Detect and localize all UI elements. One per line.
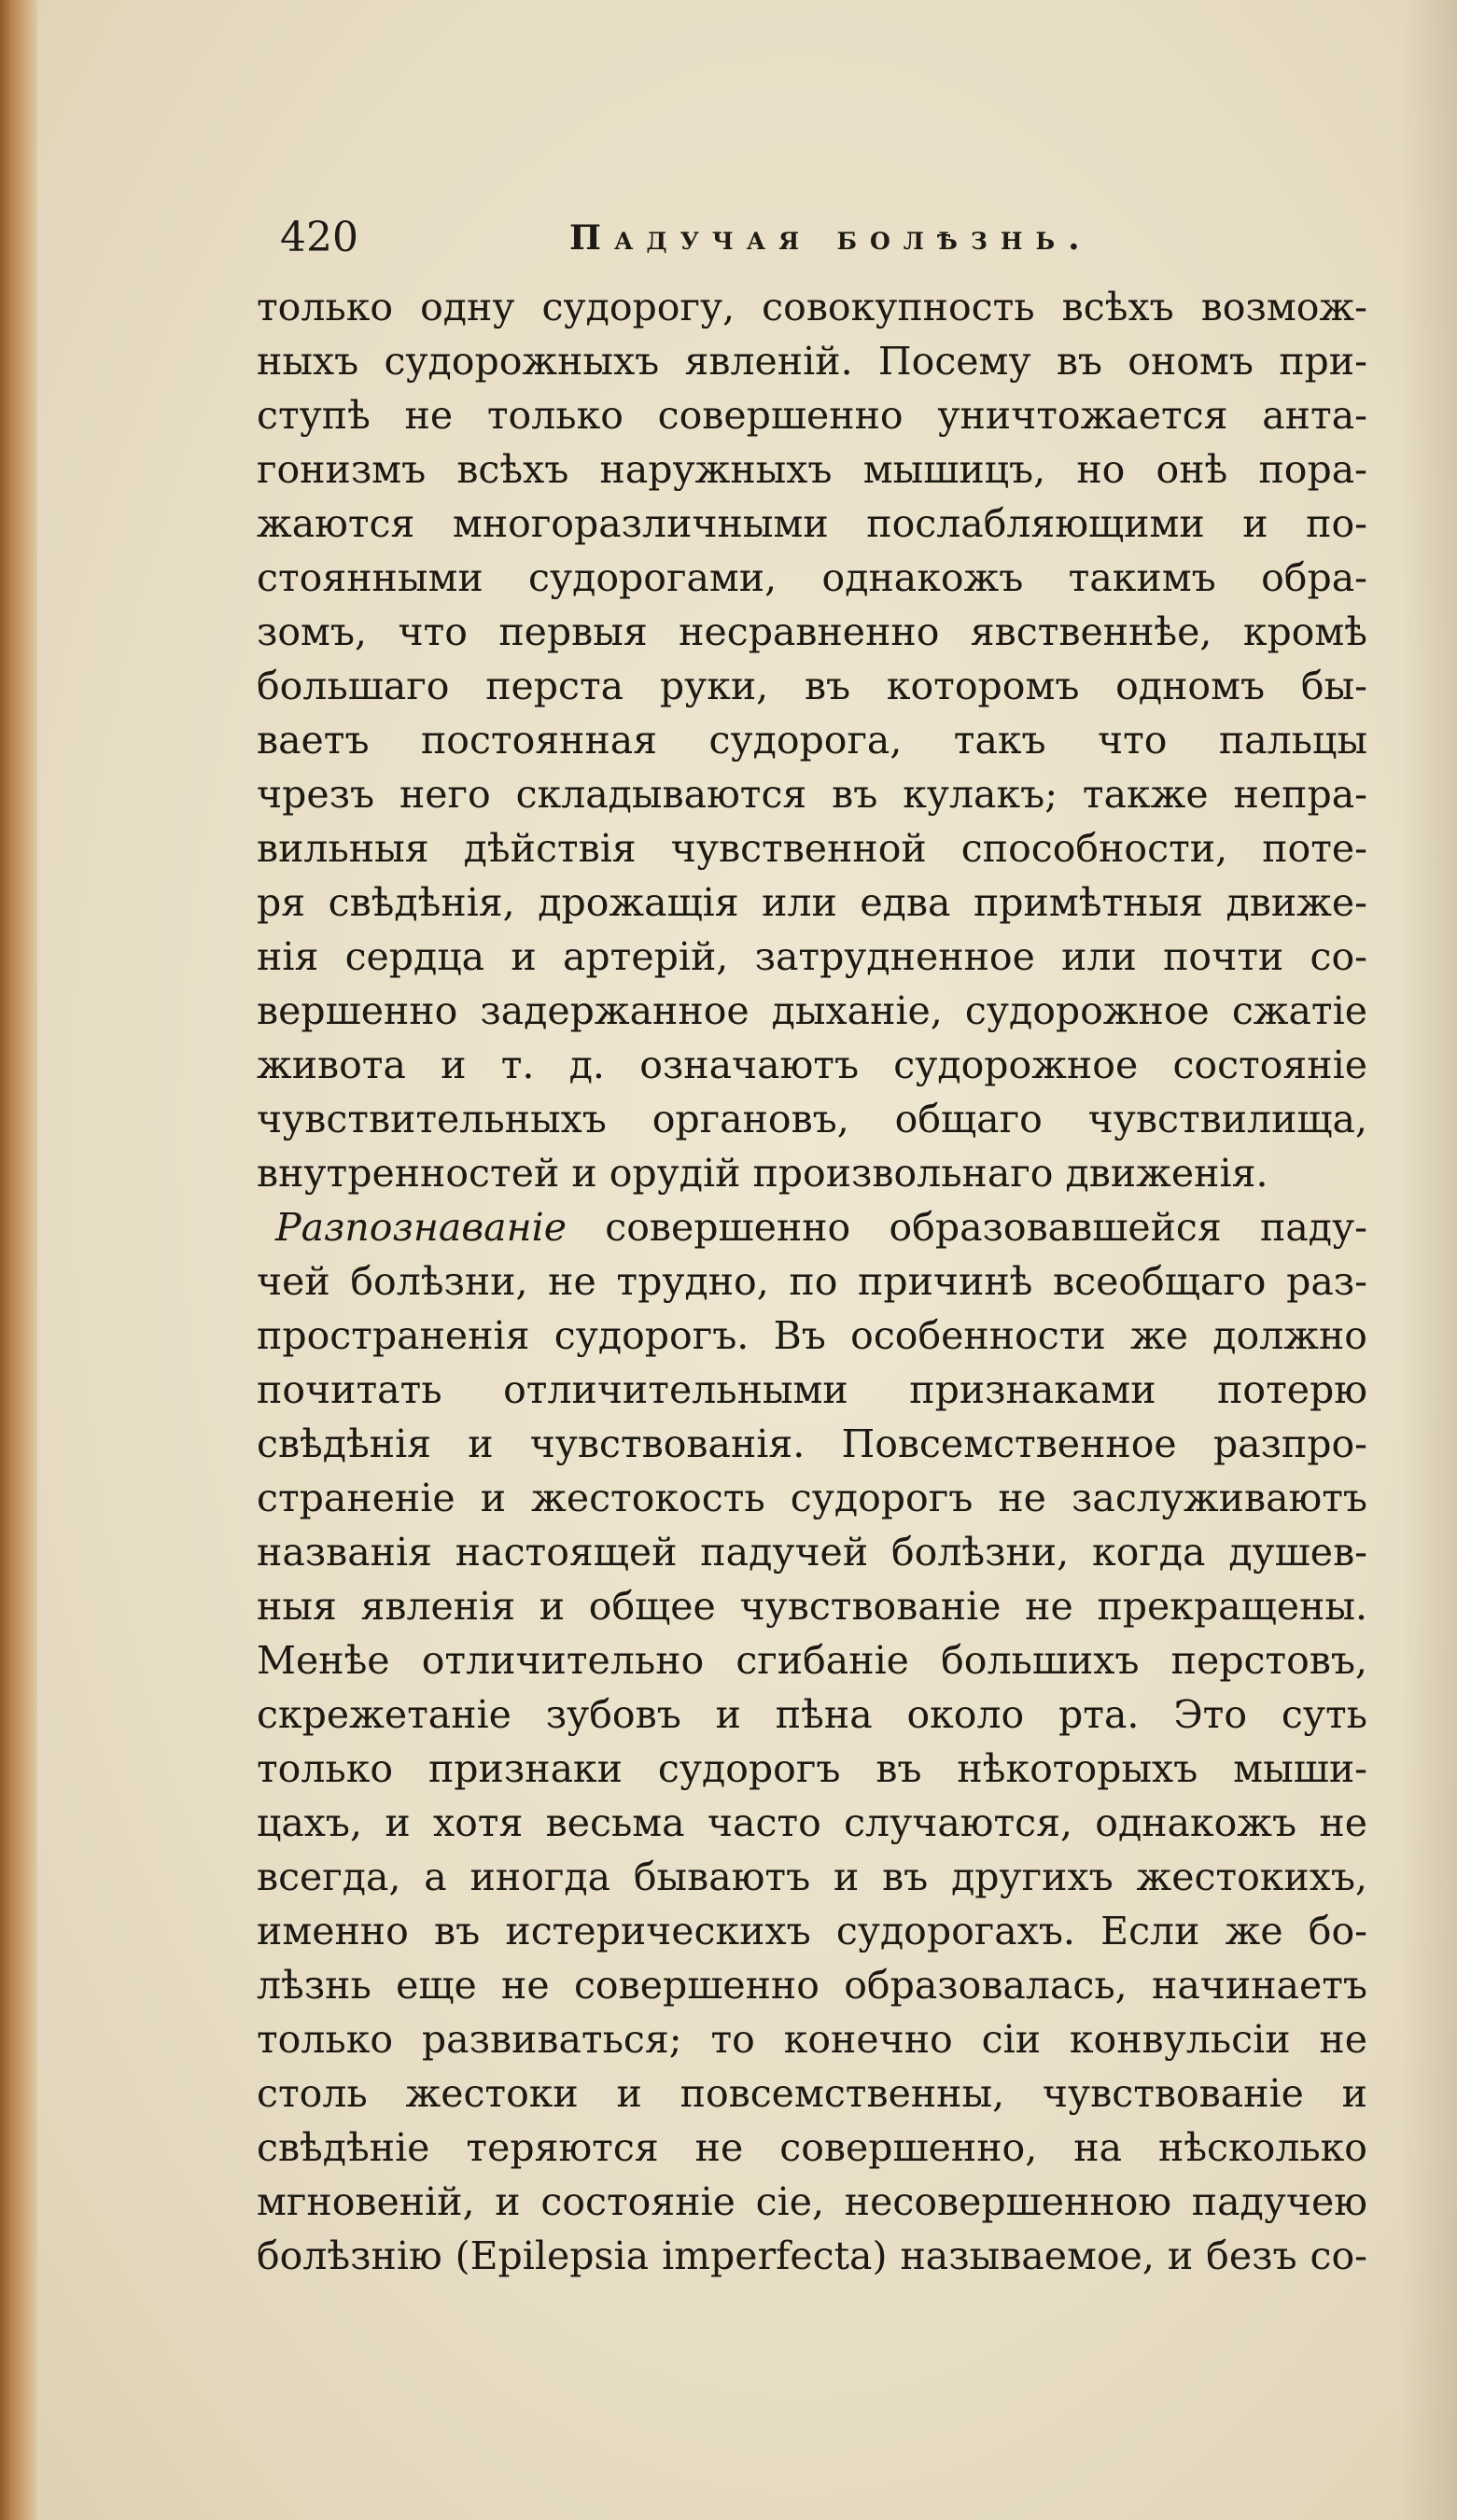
text-line: ря свѣдѣнія, дрожащія или едва примѣтныя движе- (257, 880, 1367, 925)
text-line: всегда, а иногда бываютъ и въ другихъ жестокихъ, (257, 1855, 1367, 1899)
text-line: только признаки судорогъ въ нѣкоторыхъ мыши- (257, 1746, 1367, 1791)
text-line: ступѣ не только совершенно уничтожается анта- (257, 393, 1367, 438)
text-line: нія сердца и артерій, затрудненное или почти со- (257, 934, 1367, 979)
italic-term: Разпознаваніе (275, 1205, 567, 1250)
text-line (257, 1200, 1367, 1254)
text-line: стоянными судорогами, однакожъ такимъ обра- (257, 555, 1367, 600)
text-line: названія настоящей падучей болѣзни, когда душев- (257, 1530, 1367, 1575)
text-run: совершенно образовавшейся паду- (566, 1205, 1367, 1250)
text-line: чрезъ него складываются въ кулакъ; также непра- (257, 772, 1367, 817)
text-line: жаются многоразличными послабляющими и по- (257, 501, 1367, 546)
text-line: гонизмъ всѣхъ наружныхъ мышицъ, но онѣ пора- (257, 447, 1367, 492)
text-line: мгновеній, и состояніе сіе, несовершенною падучею (257, 2179, 1367, 2224)
page-edge-shadow (1401, 0, 1457, 2520)
paragraph-1 (257, 280, 1367, 1200)
text-line: чувствительныхъ органовъ, общаго чувствилища, (257, 1097, 1367, 1141)
text-line: чей болѣзни, не трудно, по причинѣ всеобщаго раз- (257, 1259, 1367, 1304)
text-line: болѣзнію (Epilepsia imperfecta) называемое, и безъ со- (257, 2233, 1367, 2278)
text-line: пространенія судорогъ. Въ особенности же должно (257, 1313, 1367, 1358)
text-line: именно въ истерическихъ судорогахъ. Если же бо- (257, 1909, 1367, 1953)
paragraph-2 (257, 1200, 1367, 2283)
text-line: ваетъ постоянная судорога, такъ что пальцы (257, 718, 1367, 763)
book-spine (0, 0, 37, 2520)
text-line: Менѣе отличительно сгибаніе большихъ перстовъ, (257, 1638, 1367, 1683)
text-line: большаго перста руки, въ которомъ одномъ бы- (257, 664, 1367, 708)
text-line: внутренностей и орудій произвольнаго движенія. (257, 1151, 1268, 1196)
text-line: только одну судорогу, совокупность всѣхъ возмож- (257, 285, 1367, 329)
text-line: скрежетаніе зубовъ и пѣна около рта. Это суть (257, 1692, 1367, 1737)
text-line: зомъ, что первыя несравненно явственнѣе, кромѣ (257, 609, 1367, 654)
running-title: Падучая болѣзнь. (569, 218, 1093, 258)
text-line: вершенно задержанное дыханіе, судорожное сжатіе (257, 988, 1367, 1033)
text-line: почитать отличительными признаками потерю (257, 1367, 1367, 1412)
text-line: свѣдѣніе теряются не совершенно, на нѣсколько (257, 2125, 1367, 2170)
text-line: страненіе и жестокость судорогъ не заслуживаютъ (257, 1476, 1367, 1520)
text-line: только развиваться; то конечно сіи конвульсіи не (257, 2017, 1367, 2062)
text-line: свѣдѣнія и чувствованія. Повсемственное разпро- (257, 1421, 1367, 1466)
text-line: цахъ, и хотя весьма часто случаются, однакожъ не (257, 1800, 1367, 1845)
page-number: 420 (280, 214, 358, 261)
body-text (257, 280, 1367, 2283)
text-line: ныхъ судорожныхъ явленій. Посему въ ономъ при- (257, 339, 1367, 384)
text-line: столь жестоки и повсемственны, чувствованіе и (257, 2071, 1367, 2116)
text-line: живота и т. д. означаютъ судорожное состояніе (257, 1043, 1367, 1087)
text-line: ныя явленія и общее чувствованіе не прекращены. (257, 1584, 1367, 1629)
text-line: лѣзнь еще не совершенно образовалась, начинаетъ (257, 1963, 1367, 2008)
page-header (280, 210, 1381, 266)
text-line: вильныя дѣйствія чувственной способности, поте- (257, 826, 1367, 871)
